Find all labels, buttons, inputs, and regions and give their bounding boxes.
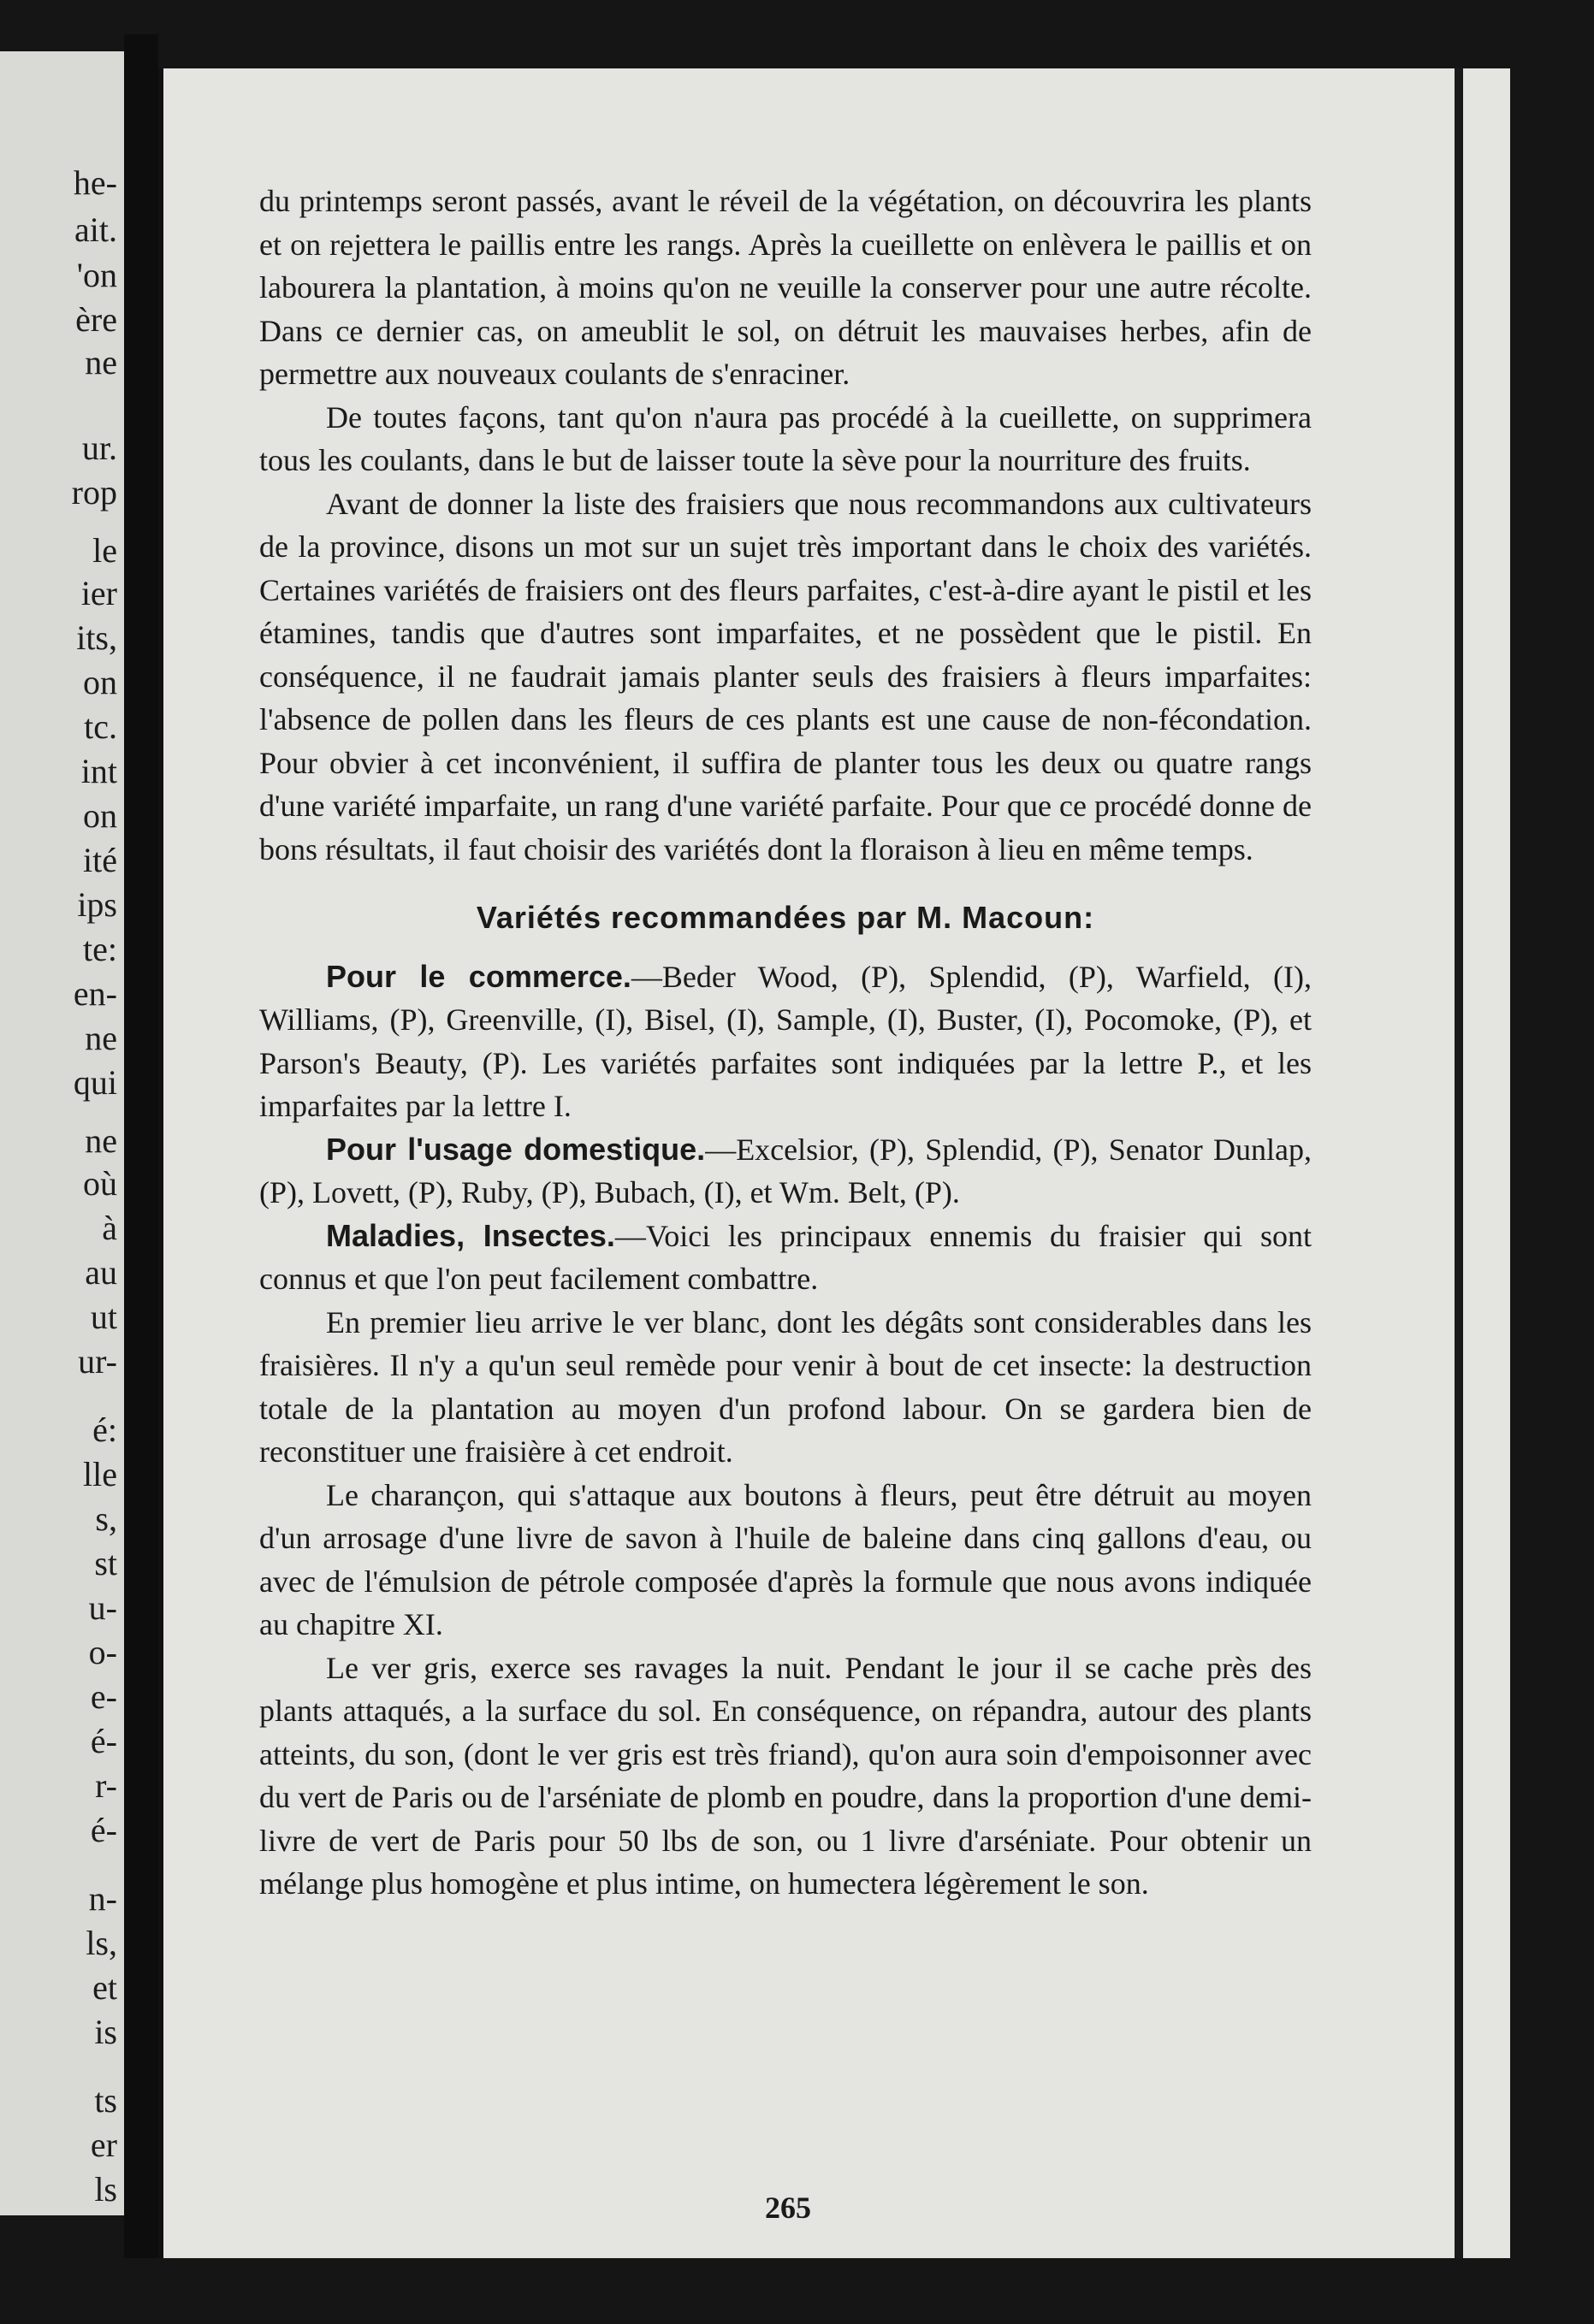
left-page-text-fragment: r- <box>95 1766 117 1805</box>
left-page-text-fragment: é- <box>90 1811 117 1849</box>
paragraph-1: du printemps seront passés, avant le réveil de la végétation, on découvrira les plants et on rejettera le paillis entre les rangs. Après la cueillette on enlèvera le paillis et on labourera la plantation, à moins qu'on ne veuille la conserver pour une autre récolte. Dans ce dernier cas, on ameublit le sol, on détruit les mauvaises herbes, afin de permettre aux nouveaux coulants de s'enraciner. <box>259 184 1312 391</box>
left-page-text-fragment: er <box>90 2126 117 2164</box>
left-page-text-fragment: ier <box>80 574 117 612</box>
left-page-text-fragment: tc. <box>84 707 117 746</box>
paragraph-domestique <box>259 1128 1312 1215</box>
left-page-text-fragment: 'on <box>76 256 117 294</box>
left-page-text-fragment: ur. <box>81 429 117 467</box>
left-page-text-fragment: ait. <box>74 210 117 249</box>
run-in-head-maladies: Maladies, Insectes. <box>326 1217 615 1253</box>
left-page-text-fragment: au <box>85 1253 117 1292</box>
left-page-text-fragment: ité <box>83 841 117 879</box>
left-page-text-fragment: is <box>94 2013 117 2051</box>
left-page-text-fragment: he- <box>73 163 117 202</box>
page-edge-shadow <box>1455 68 1463 2258</box>
left-page-text-fragment: et <box>92 1968 117 2007</box>
book-gutter <box>124 34 158 2258</box>
run-in-text-domestique: —Excelsior, (P), Splendid, (P), Senator Dunlap, (P), Lovett, (P), Ruby, (P), Bubach, (I), et Wm. Belt, (P). <box>259 1132 1312 1209</box>
paragraph-3: Avant de donner la liste des fraisiers que nous recommandons aux cultivateurs de la province, disons un mot sur un sujet très important dans le choix des variétés. Certaines variétés de fraisiers ont des fleurs parfaites, c'est-à-dire ayant le pistil et les étamines, tandis que d'autres sont imparfaites, et ne possèdent que le pistil. En conséquence, il ne faudrait jamais planter seuls des fraisiers à fleurs imparfaites: l'absence de pollen dans les fleurs de ces plants est une cause de non-fécondation. Pour obvier à cet inconvénient, il suffira de planter tous les deux ou quatre rangs d'une variété imparfaite, un rang d'une variété parfaite. Pour que ce procédé donne de bons résultats, il faut choisir des variétés dont la floraison à lieu en même temps. <box>259 486 1312 866</box>
book-page <box>158 68 1510 2258</box>
left-page-text-fragment: à <box>102 1209 117 1247</box>
paragraph-charancon: Le charançon, qui s'attaque aux boutons à fleurs, peut être détruit au moyen d'un arrosage d'une livre de savon à l'huile de baleine dans cinq gallons d'eau, ou avec de l'émulsion de pétrole composée d'après la formule que nous avons indiquée au chapitre XI. <box>259 1477 1312 1641</box>
left-page-text-fragment: é- <box>90 1722 117 1760</box>
run-in-head-domestique: Pour l'usage domestique. <box>326 1131 706 1167</box>
left-page-text-fragment: its, <box>76 618 117 657</box>
left-page-text-fragment: en- <box>73 974 117 1013</box>
left-page-text-fragment: ne <box>85 343 117 381</box>
section-heading: Variétés recommandées par M. Macoun: <box>476 900 1095 935</box>
left-page-text-fragment: ne <box>85 1121 117 1160</box>
left-page-text-fragment: ips <box>77 885 117 924</box>
left-page-text-fragment: le <box>92 531 117 570</box>
page-text <box>259 180 1312 1906</box>
left-page-text-fragment: int <box>80 752 117 790</box>
left-page-text-fragment: st <box>94 1544 117 1582</box>
left-page-text-fragment: o- <box>88 1633 117 1671</box>
left-page-text-fragment: ère <box>75 300 117 339</box>
left-page-text-fragment: e- <box>90 1677 117 1716</box>
run-in-text-maladies: —Voici les principaux ennemis du fraisier qui sont connus et que l'on peut facilement combattre. <box>259 1218 1312 1296</box>
paragraph-2: De toutes façons, tant qu'on n'aura pas procédé à la cueillette, on supprimera tous les coulants, dans le but de laisser toute la sève pour la nourriture des fruits. <box>259 399 1312 477</box>
left-page-text-fragment: on <box>83 663 117 701</box>
left-page-text-fragment: lle <box>83 1455 117 1493</box>
left-page-text-fragment: s, <box>95 1499 117 1538</box>
run-in-head-commerce: Pour le commerce. <box>326 958 631 994</box>
left-page-text-fragment: ur- <box>78 1342 117 1381</box>
left-page-text-fragment: ls, <box>86 1924 117 1962</box>
left-page-text-fragment: n- <box>88 1879 117 1918</box>
left-page-text-fragment: te: <box>83 930 117 968</box>
paragraph-ver-blanc: En premier lieu arrive le ver blanc, dont les dégâts sont considerables dans les fraisières. Il n'y a qu'un seul remède pour venir à bout de cet insecte: la destruction totale de la plantation au moyen d'un profond labour. On se gardera bien de reconstituer une fraisière à cet endroit. <box>259 1304 1312 1469</box>
left-page-text-fragment: qui <box>73 1063 117 1102</box>
left-page-text-fragment: rop <box>71 473 117 512</box>
left-page-fragment <box>0 51 124 2215</box>
left-page-text-fragment: ne <box>85 1019 117 1057</box>
left-page-text-fragment: u- <box>88 1588 117 1627</box>
left-page-text-fragment: ut <box>90 1298 117 1336</box>
left-page-text-fragment: ts <box>94 2081 117 2120</box>
run-in-text-commerce: —Beder Wood, (P), Splendid, (P), Warfield, (I), Williams, (P), Greenville, (I), Bisel, (I), Sample, (I), Buster, (I), Pocomoke, (P), et Parson's Beauty, (P). Les variétés parfaites sont indiquées par la lettre P., et les imparfaites par la lettre I. <box>259 959 1313 1123</box>
paragraph-commerce <box>259 955 1312 1128</box>
left-page-text-fragment: é: <box>92 1410 117 1449</box>
paragraph-ver-gris: Le ver gris, exerce ses ravages la nuit. Pendant le jour il se cache près des plants attaqués, a la surface du sol. En conséquence, on répandra, autour des plants atteints, du son, (dont le ver gris est très friand), qu'on aura soin d'empoisonner avec du vert de Paris ou de l'arséniate de plomb en poudre, dans la proportion d'une demi-livre de vert de Paris pour 50 lbs de son, ou 1 livre d'arséniate. Pour obtenir un mélange plus homogène et plus intime, on humectera légèrement le son. <box>259 1650 1312 1901</box>
left-page-text-fragment: où <box>83 1164 117 1203</box>
left-page-text-fragment: ls <box>94 2170 117 2209</box>
left-page-text-fragment: on <box>83 796 117 835</box>
paragraph-maladies <box>259 1215 1312 1301</box>
page-number: 265 <box>765 2191 811 2225</box>
